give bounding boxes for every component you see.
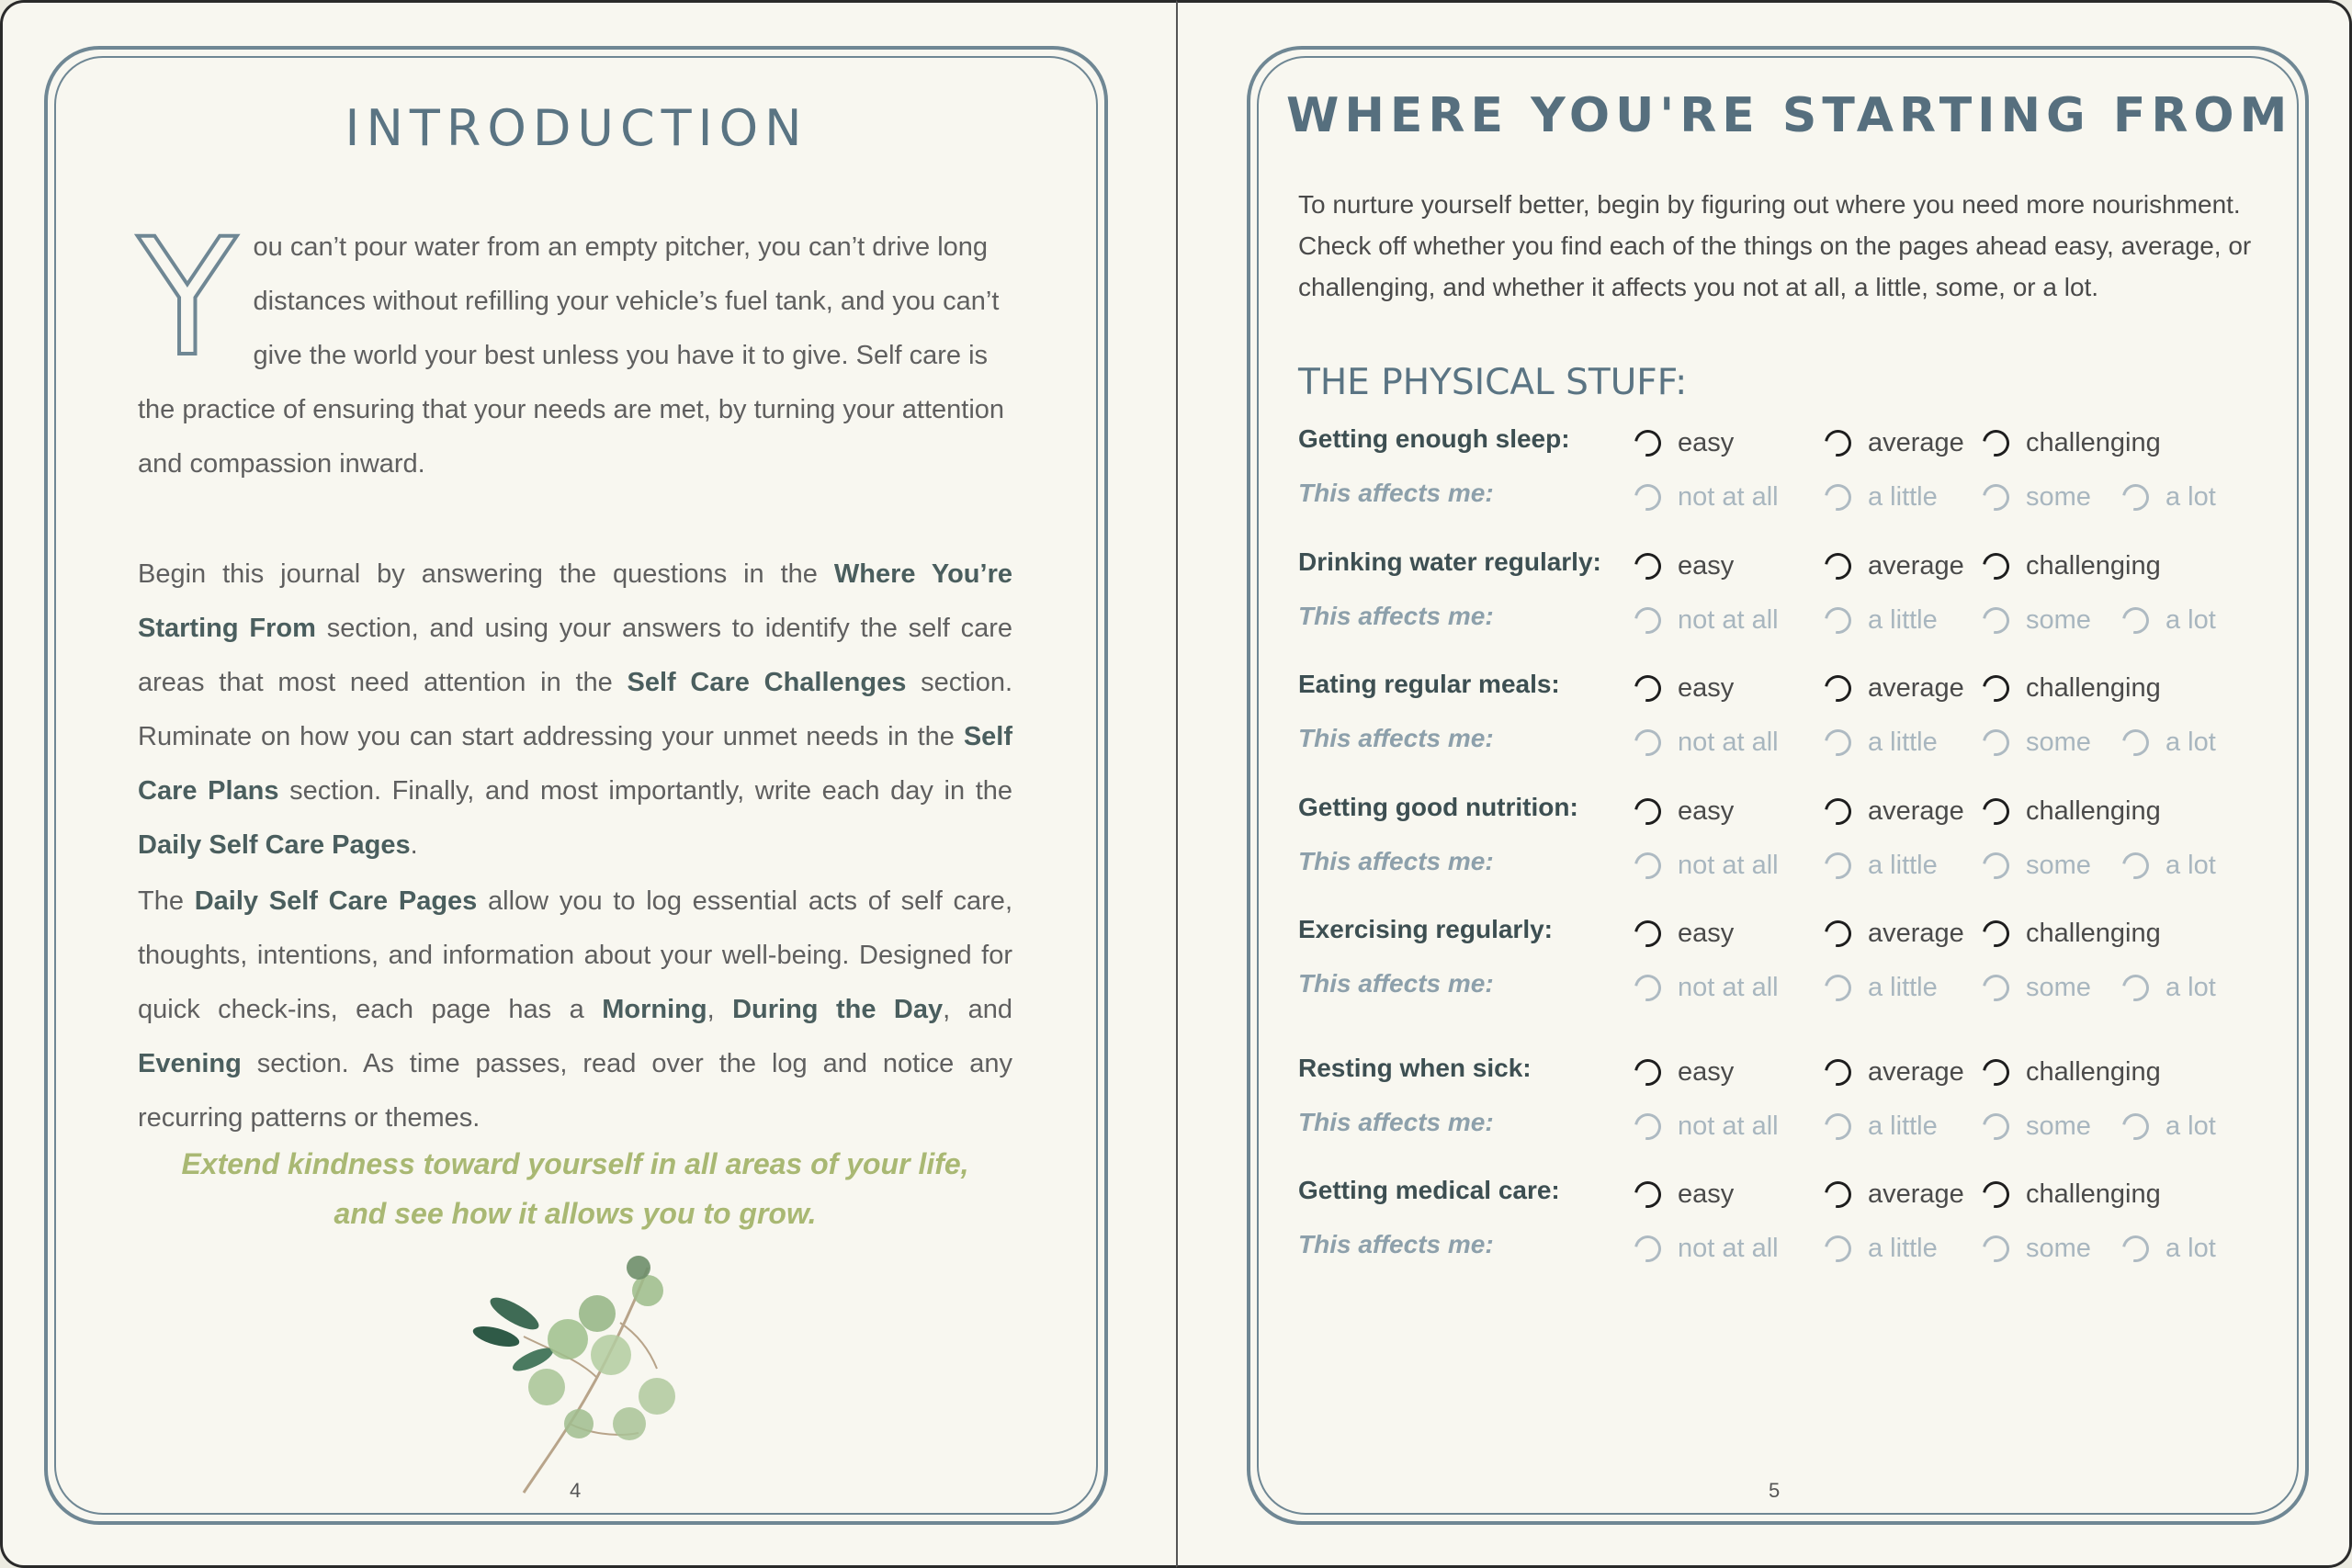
affects-option-not-at-all[interactable] [1634,479,1779,515]
difficulty-option-challenging[interactable] [1983,547,2161,584]
radio-circle-icon[interactable] [1629,424,1666,461]
affects-option-label: a lot [2165,727,2216,757]
difficulty-option-label: challenging [2026,550,2161,581]
affects-option-a-little[interactable] [1825,479,1938,515]
p2-text-3: section. Ruminate on how you can start addressing your unmet needs in the [138,668,1013,751]
radio-circle-icon[interactable] [1819,1176,1856,1213]
affects-option-a-little[interactable] [1825,1108,1938,1145]
radio-circle-icon[interactable] [1977,1054,2014,1090]
p2-text-4: section. Finally, and most importantly, write each day in the [278,776,1013,806]
radio-circle-icon[interactable] [1629,915,1666,952]
affects-option-label: a little [1868,604,1938,635]
affects-option-label: a little [1868,850,1938,880]
p2-bold-where-starting: Where You’re Starting From [138,559,1012,643]
difficulty-option-average[interactable] [1825,424,1964,461]
difficulty-option-challenging[interactable] [1983,915,2161,952]
difficulty-option-easy[interactable] [1634,793,1734,829]
difficulty-option-label: challenging [2026,795,2161,826]
affects-option-label: not at all [1678,972,1779,1002]
affects-label: This affects me: [1298,1108,1494,1136]
affects-option-label: a lot [2165,972,2216,1002]
affects-row [1298,969,2290,1006]
affects-row [1298,724,2290,761]
radio-circle-icon[interactable] [1819,1108,1856,1145]
radio-circle-icon[interactable] [1977,1230,2014,1267]
difficulty-option-average[interactable] [1825,1176,1964,1213]
radio-circle-icon[interactable] [1977,915,2014,952]
affects-option-label: a little [1868,727,1938,757]
affects-label: This affects me: [1298,724,1494,752]
checklist-item [1298,915,2290,1025]
difficulty-option-label: easy [1678,427,1735,457]
p2-text-2: section, and using your answers to identify the self care areas that most need attention in the [138,614,1012,697]
affects-option-label: a little [1868,1233,1938,1263]
radio-circle-icon[interactable] [1629,724,1666,761]
radio-circle-icon[interactable] [1819,724,1856,761]
item-label: Eating regular meals: [1298,670,1560,698]
affects-option-some[interactable] [1983,724,2091,761]
radio-circle-icon[interactable] [1819,847,1856,884]
affects-label: This affects me: [1298,847,1494,875]
p3-text-3: , [707,995,733,1024]
difficulty-row [1298,547,2290,584]
p3-text-4: , and [943,995,1013,1024]
radio-circle-icon[interactable] [1819,1230,1856,1267]
difficulty-option-easy[interactable] [1634,1054,1734,1090]
affects-label: This affects me: [1298,479,1494,507]
difficulty-option-challenging[interactable] [1983,424,2161,461]
difficulty-option-average[interactable] [1825,915,1964,952]
difficulty-option-label: challenging [2026,1179,2161,1209]
difficulty-option-challenging[interactable] [1983,1054,2161,1090]
difficulty-option-average[interactable] [1825,793,1964,829]
radio-circle-icon[interactable] [2117,724,2154,761]
affects-option-not-at-all[interactable] [1634,847,1779,884]
page-number-left: 4 [570,1479,582,1502]
radio-circle-icon[interactable] [2117,969,2154,1006]
affects-row [1298,1108,2290,1145]
affects-option-a-lot[interactable] [2122,1230,2216,1267]
checklist-item [1298,1054,2290,1164]
item-label: Getting enough sleep: [1298,424,1570,453]
eucalyptus-branch-illustration [459,1249,680,1497]
difficulty-option-average[interactable] [1825,1054,1964,1090]
difficulty-option-label: average [1868,1056,1964,1087]
difficulty-option-label: easy [1678,550,1735,581]
affects-option-label: some [2026,1111,2091,1141]
affects-option-a-lot[interactable] [2122,602,2216,638]
difficulty-option-challenging[interactable] [1983,1176,2161,1213]
affects-option-a-lot[interactable] [2122,847,2216,884]
affects-option-label: a little [1868,972,1938,1002]
radio-circle-icon[interactable] [1977,724,2014,761]
p3-text-5: section. As time passes, read over the log and notice any recurring patterns or themes. [138,1049,1012,1133]
affects-option-a-lot[interactable] [2122,479,2216,515]
affects-option-a-lot[interactable] [2122,724,2216,761]
item-label: Getting good nutrition: [1298,793,1578,821]
affects-option-some[interactable] [1983,602,2091,638]
affects-option-some[interactable] [1983,1230,2091,1267]
radio-circle-icon[interactable] [1977,670,2014,706]
radio-circle-icon[interactable] [1819,969,1856,1006]
difficulty-option-easy[interactable] [1634,670,1734,706]
affects-row [1298,602,2290,638]
difficulty-option-easy[interactable] [1634,547,1734,584]
radio-circle-icon[interactable] [1629,1108,1666,1145]
difficulty-option-average[interactable] [1825,547,1964,584]
affects-option-label: a lot [2165,604,2216,635]
difficulty-option-label: average [1868,672,1964,703]
affects-label: This affects me: [1298,602,1494,630]
radio-circle-icon[interactable] [1819,479,1856,515]
difficulty-option-label: average [1868,795,1964,826]
difficulty-option-label: average [1868,550,1964,581]
affects-row [1298,479,2290,515]
radio-circle-icon[interactable] [1819,915,1856,952]
radio-circle-icon[interactable] [1977,1108,2014,1145]
difficulty-option-label: easy [1678,1056,1735,1087]
affects-row [1298,847,2290,884]
p2-text-5: . [410,830,418,860]
quote-line-1: Extend kindness toward yourself in all areas of your life, [181,1147,969,1180]
radio-circle-icon[interactable] [1629,479,1666,515]
checklist-item [1298,424,2290,535]
radio-circle-icon[interactable] [2117,847,2154,884]
intro-paragraph [138,204,1012,491]
radio-circle-icon[interactable] [1819,1054,1856,1090]
difficulty-option-easy[interactable] [1634,1176,1734,1213]
radio-circle-icon[interactable] [1629,670,1666,706]
affects-option-a-little[interactable] [1825,969,1938,1006]
difficulty-row [1298,424,2290,461]
affects-option-label: some [2026,972,2091,1002]
difficulty-option-label: average [1868,1179,1964,1209]
checklist-item [1298,547,2290,658]
difficulty-row [1298,1176,2290,1213]
p2-bold-plans: Self Care Plans [138,722,1012,806]
affects-option-not-at-all[interactable] [1634,1230,1779,1267]
affects-option-a-little[interactable] [1825,1230,1938,1267]
difficulty-row [1298,915,2290,952]
radio-circle-icon[interactable] [1629,1054,1666,1090]
radio-circle-icon[interactable] [1977,1176,2014,1213]
affects-option-label: not at all [1678,604,1779,635]
affects-label: This affects me: [1298,1230,1494,1258]
affects-row [1298,1230,2290,1267]
affects-option-label: a lot [2165,850,2216,880]
affects-option-some[interactable] [1983,1108,2091,1145]
checklist-item [1298,670,2290,780]
p2-bold-daily-pages: Daily Self Care Pages [138,830,411,860]
radio-circle-icon[interactable] [1819,424,1856,461]
radio-circle-icon[interactable] [1629,1176,1666,1213]
affects-option-a-little[interactable] [1825,847,1938,884]
affects-option-label: not at all [1678,1233,1779,1263]
checklist-item [1298,1176,2290,1286]
radio-circle-icon[interactable] [1819,670,1856,706]
physical-stuff-heading: THE PHYSICAL STUFF: [1298,362,1688,403]
starting-from-intro: To nurture yourself better, begin by figuring out where you need more nourishment. Check off whether you find each of the things on the pages ahead easy, average, or challenging, and whether it affects you not at all, a little, some, or a lot. [1298,190,2252,301]
affects-option-label: a lot [2165,1111,2216,1141]
radio-circle-icon[interactable] [1819,547,1856,584]
p2-text-1: Begin this journal by answering the questions in the [138,559,834,589]
radio-circle-icon[interactable] [1977,793,2014,829]
dropcap-letter: Y [138,204,237,392]
affects-option-label: a lot [2165,1233,2216,1263]
daily-pages-paragraph [138,874,1012,1145]
radio-circle-icon[interactable] [1977,547,2014,584]
radio-circle-icon[interactable] [1819,793,1856,829]
difficulty-option-label: average [1868,427,1964,457]
radio-circle-icon[interactable] [1977,479,2014,515]
affects-option-some[interactable] [1983,479,2091,515]
radio-circle-icon[interactable] [1977,969,2014,1006]
difficulty-option-label: challenging [2026,1056,2161,1087]
radio-circle-icon[interactable] [2117,479,2154,515]
difficulty-option-average[interactable] [1825,670,1964,706]
p3-text-2: allow you to log essential acts of self care, thoughts, intentions, and information about your well-being. Designed for quick check-ins, each page has a [138,886,1012,1024]
p3-bold-evening: Evening [138,1049,242,1078]
difficulty-option-challenging[interactable] [1983,670,2161,706]
intro-paragraph-text: ou can’t pour water from an empty pitcher, you can’t drive long distances without refilling your vehicle’s fuel tank, and you can’t give the world your best unless you have it to give. Self care is the practice of ensuring that your needs are met, by turning your attention and compassion inward. [138,232,1005,479]
affects-option-label: not at all [1678,1111,1779,1141]
p3-bold-daily-pages: Daily Self Care Pages [194,886,478,916]
radio-circle-icon[interactable] [1629,847,1666,884]
radio-circle-icon[interactable] [1629,1230,1666,1267]
item-label: Getting medical care: [1298,1176,1560,1204]
radio-circle-icon[interactable] [1629,969,1666,1006]
affects-option-a-lot[interactable] [2122,969,2216,1006]
difficulty-option-label: easy [1678,672,1735,703]
affects-option-label: a little [1868,481,1938,512]
affects-option-label: some [2026,1233,2091,1263]
radio-circle-icon[interactable] [2117,1230,2154,1267]
difficulty-option-easy[interactable] [1634,424,1734,461]
item-label: Drinking water regularly: [1298,547,1601,576]
difficulty-option-label: easy [1678,1179,1735,1209]
affects-option-not-at-all[interactable] [1634,724,1779,761]
difficulty-option-easy[interactable] [1634,915,1734,952]
quote-line-2: and see how it allows you to grow. [334,1197,817,1230]
radio-circle-icon[interactable] [1629,793,1666,829]
affects-option-label: a little [1868,1111,1938,1141]
introduction-title: INTRODUCTION [345,99,808,157]
affects-option-a-little[interactable] [1825,724,1938,761]
affects-option-label: a lot [2165,481,2216,512]
radio-circle-icon[interactable] [2117,602,2154,638]
difficulty-row [1298,670,2290,706]
radio-circle-icon[interactable] [2117,1108,2154,1145]
affects-option-not-at-all[interactable] [1634,1108,1779,1145]
difficulty-option-label: average [1868,918,1964,948]
affects-option-a-lot[interactable] [2122,1108,2216,1145]
affects-option-not-at-all[interactable] [1634,969,1779,1006]
affects-option-label: not at all [1678,850,1779,880]
difficulty-option-challenging[interactable] [1983,793,2161,829]
affects-option-label: some [2026,850,2091,880]
kindness-quote [138,1139,1012,1238]
difficulty-option-label: challenging [2026,672,2161,703]
affects-option-label: some [2026,481,2091,512]
affects-label: This affects me: [1298,969,1494,998]
radio-circle-icon[interactable] [1629,602,1666,638]
affects-option-label: some [2026,604,2091,635]
difficulty-option-label: easy [1678,795,1735,826]
difficulty-option-label: challenging [2026,427,2161,457]
starting-from-title: WHERE YOU'RE STARTING FROM [1286,88,2293,143]
journal-instructions-paragraph [138,547,1012,873]
affects-option-some[interactable] [1983,847,2091,884]
p3-text-1: The [138,886,195,916]
affects-option-label: not at all [1678,727,1779,757]
difficulty-option-label: challenging [2026,918,2161,948]
checklist-item [1298,793,2290,903]
difficulty-row [1298,793,2290,829]
affects-option-a-little[interactable] [1825,602,1938,638]
p2-bold-challenges: Self Care Challenges [627,668,907,697]
radio-circle-icon[interactable] [1977,847,2014,884]
affects-option-label: not at all [1678,481,1779,512]
affects-option-some[interactable] [1983,969,2091,1006]
radio-circle-icon[interactable] [1819,602,1856,638]
difficulty-option-label: easy [1678,918,1735,948]
radio-circle-icon[interactable] [1977,424,2014,461]
affects-option-label: some [2026,727,2091,757]
p3-bold-during-day: During the Day [732,995,944,1024]
difficulty-row [1298,1054,2290,1090]
item-label: Exercising regularly: [1298,915,1554,943]
p3-bold-morning: Morning [602,995,707,1024]
radio-circle-icon[interactable] [1629,547,1666,584]
radio-circle-icon[interactable] [1977,602,2014,638]
item-label: Resting when sick: [1298,1054,1532,1082]
page-number-right: 5 [1769,1479,1781,1502]
affects-option-not-at-all[interactable] [1634,602,1779,638]
